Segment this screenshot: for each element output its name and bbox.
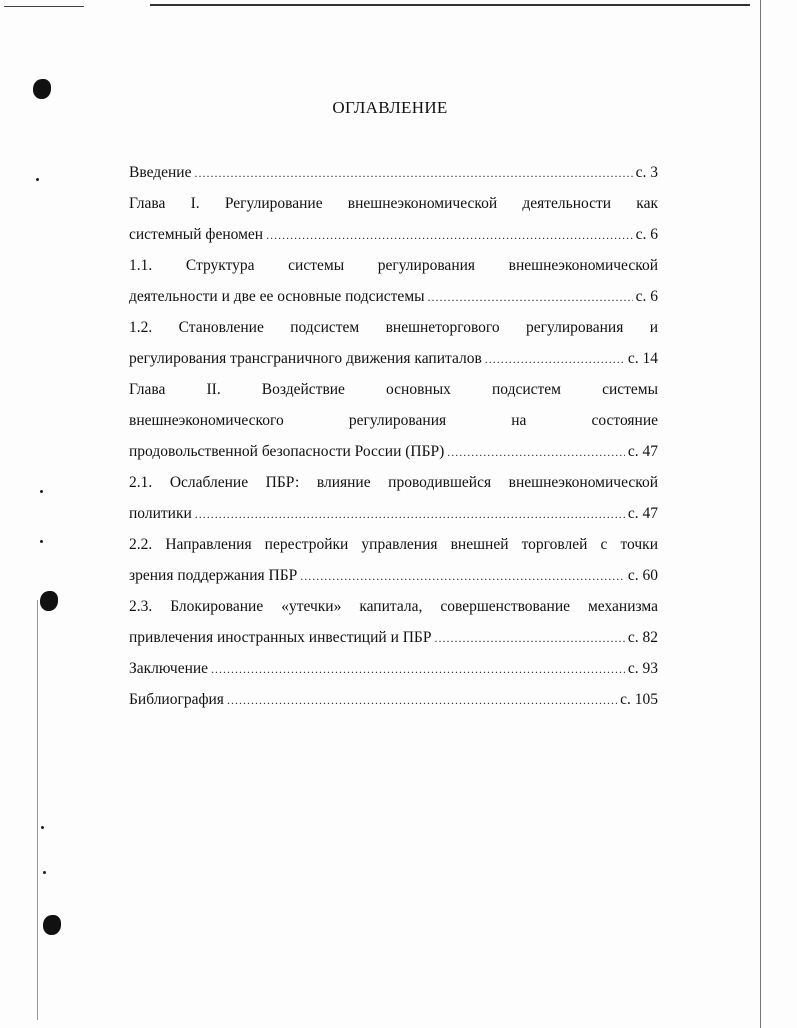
toc-line xyxy=(129,686,658,717)
punch-hole xyxy=(33,79,51,99)
scan-speck xyxy=(40,540,43,543)
toc-entry-text: Введение xyxy=(129,164,192,181)
toc-line xyxy=(129,500,658,531)
toc-page-number: с. 6 xyxy=(635,288,658,305)
dot-leader xyxy=(266,222,633,249)
toc-line: 2.2. Направления перестройки управления внешней торговлей с точки xyxy=(129,536,658,553)
toc-line xyxy=(129,438,658,469)
dot-leader xyxy=(194,160,632,187)
table-of-contents xyxy=(129,159,658,717)
toc-line: 1.2. Становление подсистем внешнеторгового регулирования и xyxy=(129,319,658,336)
toc-line: Глава II. Воздействие основных подсистем системы xyxy=(129,381,658,398)
scan-speck xyxy=(36,178,39,181)
toc-line: внешнеэкономического регулирования на состояние xyxy=(129,412,658,429)
toc-page-number: с. 60 xyxy=(627,567,658,584)
toc-entry-text: привлечения иностранных инвестиций и ПБР xyxy=(129,629,432,646)
toc-page-number: с. 14 xyxy=(627,350,658,367)
toc-line xyxy=(129,655,658,686)
page-title: ОГЛАВЛЕНИЕ xyxy=(332,98,448,117)
dot-leader xyxy=(195,501,625,528)
toc-line: Глава I. Регулирование внешнеэкономической деятельности как xyxy=(129,195,658,212)
toc-entry-text: регулирования трансграничного движения капиталов xyxy=(129,350,482,367)
dot-leader xyxy=(485,346,625,373)
toc-page-number: с. 6 xyxy=(635,226,658,243)
scan-left-edge xyxy=(37,600,38,1020)
toc-line xyxy=(129,159,658,190)
toc-entry-text: продовольственной безопасности России (ПБР) xyxy=(129,443,445,460)
toc-page-number: с. 82 xyxy=(627,629,658,646)
toc-line xyxy=(129,562,658,593)
dot-leader xyxy=(211,656,625,683)
toc-line xyxy=(129,624,658,655)
toc-line xyxy=(129,221,658,252)
toc-entry-text: Заключение xyxy=(129,660,209,677)
toc-line: 1.1. Структура системы регулирования внешнеэкономической xyxy=(129,257,658,274)
dot-leader xyxy=(447,439,625,466)
toc-line: 2.1. Ослабление ПБР: влияние проводившейся внешнеэкономической xyxy=(129,474,658,491)
punch-hole xyxy=(43,915,61,935)
dot-leader xyxy=(300,563,625,590)
toc-line xyxy=(129,345,658,376)
toc-entry-text: политики xyxy=(129,505,192,522)
dot-leader xyxy=(434,625,624,652)
dot-leader xyxy=(428,284,633,311)
scan-top-edge xyxy=(150,4,750,6)
toc-entry-text: деятельности и две ее основные подсистемы xyxy=(129,288,425,305)
toc-page-number: с. 105 xyxy=(620,691,658,708)
scan-top-edge-mark xyxy=(4,6,84,7)
scan-right-edge xyxy=(760,0,761,1028)
toc-line xyxy=(129,283,658,314)
scan-speck xyxy=(41,826,44,829)
toc-page-number: с. 3 xyxy=(635,164,658,181)
toc-line: 2.3. Блокирование «утечки» капитала, совершенствование механизма xyxy=(129,598,658,615)
dot-leader xyxy=(227,687,617,714)
toc-page-number: с. 47 xyxy=(627,443,658,460)
toc-entry-text: Библиография xyxy=(129,691,224,708)
toc-entry-text: системный феномен xyxy=(129,226,264,243)
toc-entry-text: зрения поддержания ПБР xyxy=(129,567,298,584)
toc-page-number: с. 93 xyxy=(627,660,658,677)
scan-speck xyxy=(40,490,43,493)
toc-page-number: с. 47 xyxy=(627,505,658,522)
scan-speck xyxy=(43,871,46,874)
punch-hole xyxy=(40,591,58,611)
